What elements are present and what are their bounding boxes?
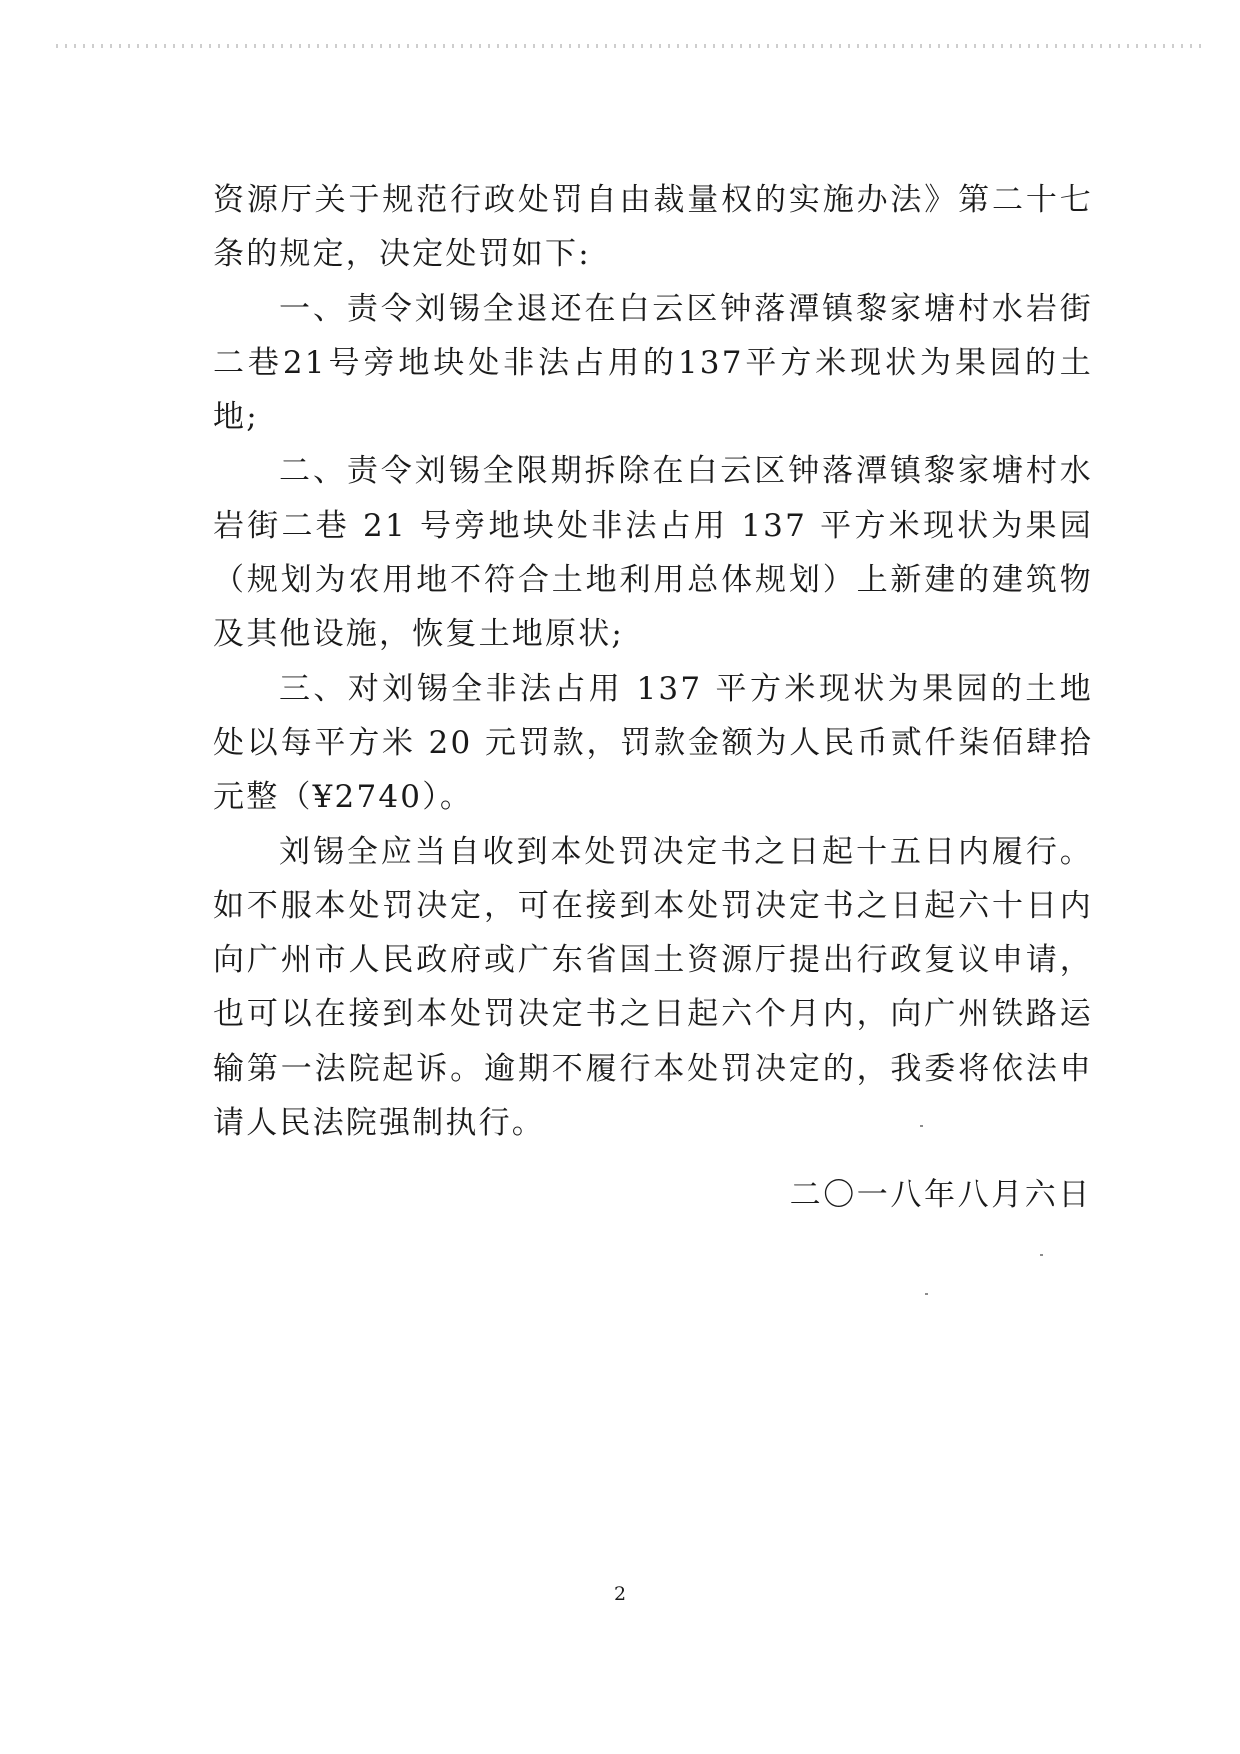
document-body: [213, 173, 1093, 1150]
document-date: 二〇一八年八月六日: [789, 1177, 1092, 1213]
scan-speck: [1040, 1254, 1043, 1256]
paragraph-item-3: 三、对刘锡全非法占用 137 平方米现状为果园的土地处以每平方米 20 元罚款，罚款金额为人民币贰仟柒佰肆拾元整（¥2740）。: [213, 670, 1093, 816]
paragraph-continuation: 资源厅关于规范行政处罚自由裁量权的实施办法》第二十七条的规定，决定处罚如下:: [213, 182, 1093, 273]
scan-speck: [925, 1293, 928, 1295]
paragraph-item-2: 二、责令刘锡全限期拆除在白云区钟落潭镇黎家塘村水岩街二巷 21 号旁地块处非法占用 137 平方米现状为果园（规划为农用地不符合土地利用总体规划）上新建的建筑物及其他设施，恢复土地原状;: [213, 453, 1093, 653]
paragraph-item-1: 一、责令刘锡全退还在白云区钟落潭镇黎家塘村水岩街二巷21号旁地块处非法占用的137平方米现状为果园的土地;: [213, 290, 1093, 436]
paragraph-enforcement: 刘锡全应当自收到本处罚决定书之日起十五日内履行。如不服本处罚决定，可在接到本处罚决定书之日起六十日内向广州市人民政府或广东省国土资源厅提出行政复议申请，也可以在接到本处罚决定书之日起六个月内，向广州铁路运输第一法院起诉。逾期不履行本处罚决定的，我委将依法申请人民法院强制执行。: [213, 833, 1093, 1142]
page-number: 2: [613, 1583, 627, 1605]
scan-artifact-line: [56, 44, 1206, 48]
scan-speck: [920, 1125, 923, 1127]
